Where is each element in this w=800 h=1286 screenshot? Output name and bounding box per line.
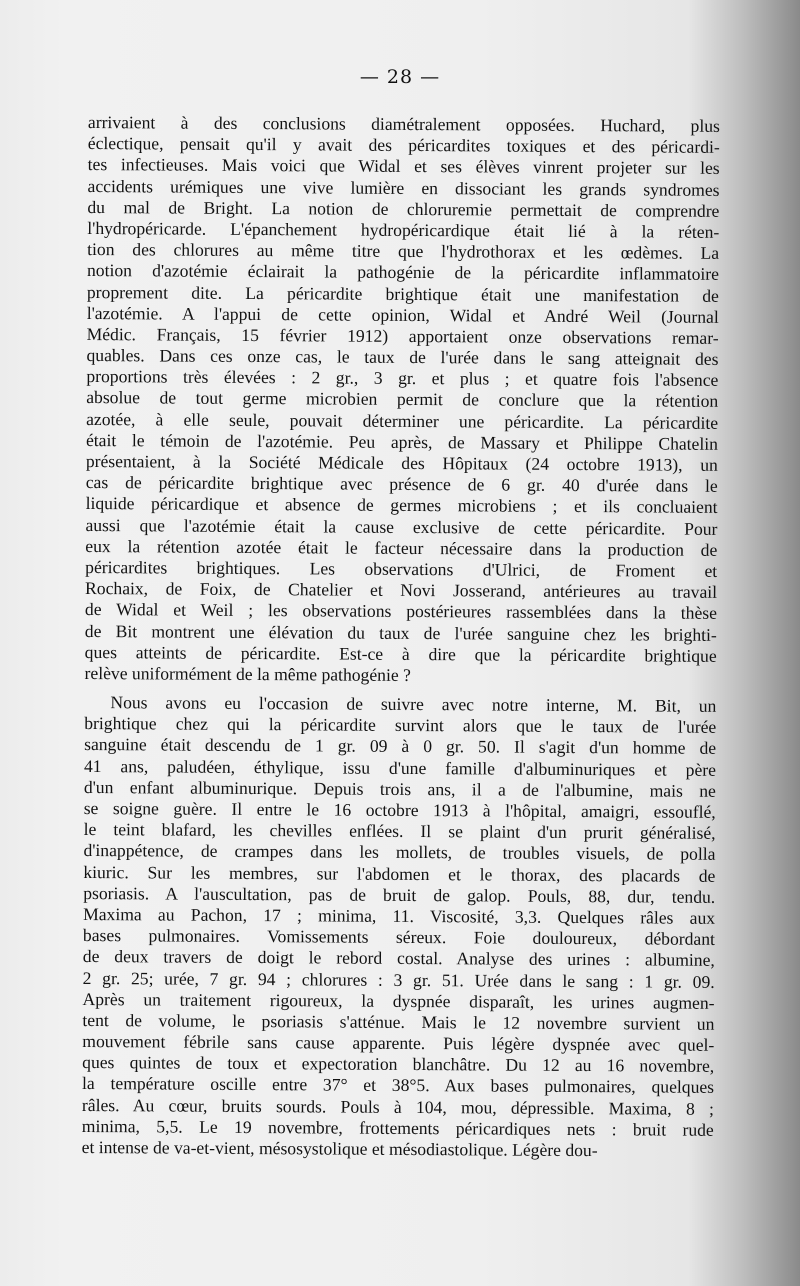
text-line: eux la rétention azotée était le facteur nécessaire dans la production de [85, 535, 718, 560]
text-line: arrivaient à des conclusions diamétralement opposées. Huchard, plus [87, 112, 720, 136]
text-line: 2 gr. 25; urée, 7 gr. 94 ; chlorures : 3 gr. 51. Urée dans le sang : 1 gr. 09. [82, 967, 715, 992]
text-line: l'hydropéricarde. L'épanchement hydropéricardique était lié à la réten- [87, 217, 720, 242]
text-line: de deux travers de doigt le rebord costal. Analyse des urines : albumine, [82, 946, 715, 971]
text-line: 41 ans, paludéen, éthylique, issu d'une famille d'albuminuriques et père [83, 755, 717, 780]
text-line: était le témoin de l'azotémie. Peu après, de Massary et Philippe Chatelin [85, 429, 719, 454]
text-line: la température oscille entre 37° et 38°5. Aux bases pulmonaires, quelques [82, 1073, 715, 1098]
text-line: du mal de Bright. La notion de chloruremie permettait de comprendre [87, 196, 720, 221]
text-line: d'un enfant albuminurique. Depuis trois ans, il a de l'albumine, mais ne [83, 776, 716, 801]
text-line: Nous avons eu l'occasion de suivre avec notre interne, M. Bit, un [110, 692, 717, 716]
text-line: quables. Dans ces onze cas, le taux de l'urée dans le sang atteignait des [86, 345, 719, 369]
text-line: brightique chez qui la péricardite survint alors que le taux de l'urée [84, 713, 717, 738]
text-line: le teint blafard, les chevilles enflées. Il se plaint d'un prurit généralisé, [83, 819, 716, 844]
text-line: proportions très élevées : 2 gr., 3 gr. et plus ; et quatre fois l'absence [86, 366, 719, 391]
text-line: tent de volume, le psoriasis s'atténue. Mais le 12 novembre survient un [82, 1009, 715, 1034]
paragraph [85, 112, 720, 688]
text-line: tion des chlorures au même titre que l'hydrothorax et les œdèmes. La [87, 239, 720, 263]
text-line: se soigne guère. Il entre le 16 octobre 1913 à l'hôpital, amaigri, essouflé, [83, 797, 716, 822]
text-line: éclectique, pensait qu'il y avait des péricardites toxiques et des péricardi- [87, 133, 720, 158]
text-line: sanguine était descendu de 1 gr. 09 à 0 gr. 50. Il s'agit d'un homme de [84, 734, 717, 759]
text-line: bases pulmonaires. Vomissements séreux. Foie douloureux, débordant [82, 925, 716, 949]
text-line: de Bit montrent une élévation du taux de l'urée sanguine chez les brighti- [84, 620, 717, 645]
text-line: kiuric. Sur les membres, sur l'abdomen et le thorax, des placards de [83, 861, 716, 886]
text-line: azotée, à elle seule, pouvait déterminer une péricardite. La péricardite [86, 408, 719, 433]
text-line: absolue de tout germe microbien permit de conclure que la rétention [86, 387, 719, 412]
text-line: liquide péricardique et absence de germes microbiens ; et ils concluaient [85, 493, 718, 518]
text-line: d'inappétence, de crampes dans les mollets, de troubles visuels, de polla [83, 840, 716, 865]
text-line: râles. Au cœur, bruits sourds. Pouls à 104, mou, dépressible. Maxima, 8 ; [81, 1094, 714, 1119]
text-line: de Widal et Weil ; les observations postérieures rassemblées dans la thèse [84, 599, 718, 624]
text-line: présentaient, à la Société Médicale des Hôpitaux (24 octobre 1913), un [85, 450, 718, 475]
text-line: et intense de va-et-vient, mésosystolique et mésodiastolique. Légère dou- [81, 1136, 598, 1161]
text-line: Après un traitement rigoureux, la dyspnée disparaît, les urines augmen- [82, 988, 715, 1013]
text-line: notion d'azotémie éclairait la pathogénie de la péricardite inflammatoire [86, 260, 720, 285]
text-line: accidents urémiques une vive lumière en dissociant les grands syndromes [87, 175, 720, 200]
text-line: relève uniformément de la même pathogénie ? [84, 662, 411, 685]
text-line: Maxima au Pachon, 17 ; minima, 11. Viscosité, 3,3. Quelques râles aux [83, 903, 716, 928]
text-line: tes infectieuses. Mais voici que Widal et ses élèves vinrent projeter sur les [87, 154, 720, 179]
page-number: — 28 — [359, 66, 441, 88]
body-text [82, 112, 720, 1162]
text-line: Rochaix, de Foix, de Chatelier et Novi Josserand, antérieures au travail [85, 578, 718, 602]
text-line: minima, 5,5. Le 19 novembre, frottements péricardiques nets : bruit rude [81, 1115, 714, 1140]
paragraph [82, 692, 717, 1162]
text-line: cas de péricardite brightique avec présence de 6 gr. 40 d'urée dans le [85, 472, 718, 497]
text-line: proprement dite. La péricardite brightique était une manifestation de [86, 281, 719, 306]
text-line: Médic. Français, 15 février 1912) apportaient onze observations remar- [86, 323, 719, 348]
text-line: aussi que l'azotémie était la cause exclusive de cette péricardite. Pour [85, 514, 718, 539]
text-line: péricardites brightiques. Les observations d'Ulrici, de Froment et [85, 556, 718, 581]
text-line: ques atteints de péricardite. Est-ce à dire que la péricardite brightique [84, 641, 717, 666]
text-line: mouvement fébrile sans cause apparente. Puis légère dyspnée avec quel- [82, 1031, 715, 1055]
text-line: l'azotémie. A l'appui de cette opinion, Widal et André Weil (Journal [86, 302, 719, 327]
text-line: psoriasis. A l'auscultation, pas de bruit de galop. Pouls, 88, dur, tendu. [83, 882, 716, 907]
text-line: ques quintes de toux et expectoration blanchâtre. Du 12 au 16 novembre, [82, 1052, 715, 1077]
